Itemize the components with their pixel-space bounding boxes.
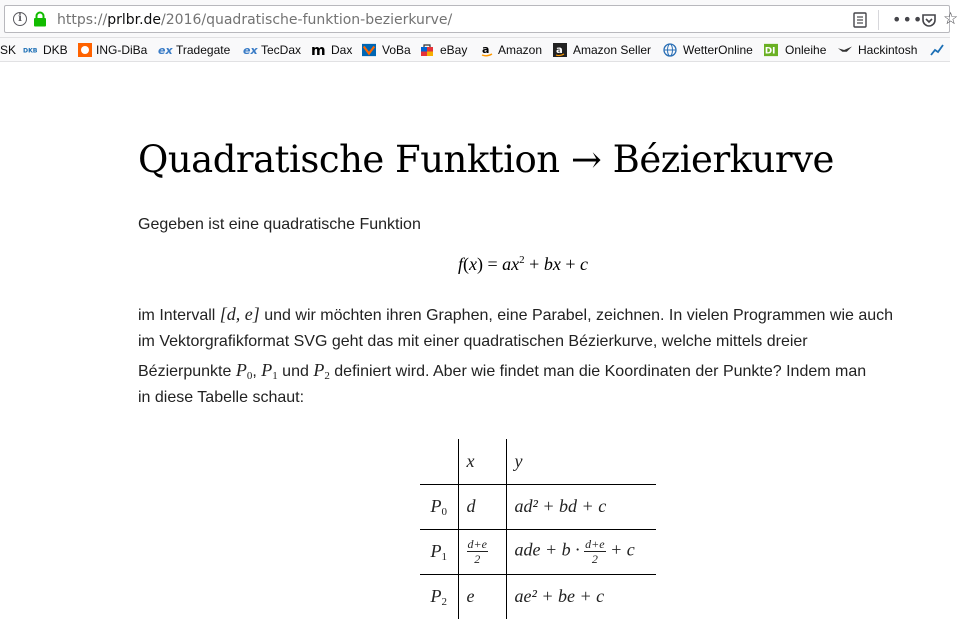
more-actions-icon[interactable]: ••• — [892, 10, 924, 29]
bookmark-label: Dax — [331, 43, 353, 57]
bookmark-label: Hackintosh — [858, 43, 918, 57]
x-cell — [458, 529, 506, 574]
x-cell: d — [458, 484, 506, 529]
lock-icon[interactable] — [33, 11, 47, 27]
m-icon — [311, 43, 325, 57]
bookmark-label: SK — [0, 43, 17, 57]
table-row — [420, 529, 656, 574]
bookmark-label: Onleihe — [785, 43, 827, 57]
text-segment: Bézierpunkte — [138, 363, 236, 380]
text-segment: und wir möchten ihren Graphen, eine Parabel, zeichnen. In vielen Programmen wie auch — [259, 307, 894, 324]
point-cell: $P_1$ — [420, 529, 458, 574]
toolbar — [0, 0, 958, 38]
bookmark-label: ING-DiBa — [96, 43, 148, 57]
svg-text:ex: ex — [243, 44, 258, 57]
globe-icon — [663, 43, 677, 57]
bookmark-star-icon[interactable]: ☆ — [943, 9, 958, 29]
amazon-seller-icon — [553, 43, 567, 57]
svg-text:DKB: DKB — [23, 47, 38, 55]
paragraph-line-2: im Vektorgrafikformat SVG geht das mit einer quadratischen Bézierkurve, welche mittels dreier — [138, 333, 808, 350]
url-text[interactable] — [57, 12, 452, 28]
point-p0-math: $P_0$ — [235, 360, 253, 382]
svg-text:ex: ex — [158, 44, 173, 57]
bookmark-label: TecDax — [261, 43, 302, 57]
eagle-icon — [838, 43, 852, 57]
point-p1-math: $P_1$ — [261, 360, 278, 382]
bookmark-label: WetterOnline — [683, 43, 753, 57]
point-cell: $P_0$ — [420, 484, 458, 529]
ex-icon — [158, 43, 172, 57]
page-title: Quadratische Funktion → Bézierkurve — [138, 138, 834, 181]
dkb-icon — [23, 43, 37, 57]
url-path: /2016/quadratische-funktion-bezierkurve/ — [161, 12, 453, 28]
y-cell: ade + b · $\frac{d+e}{2}$ + c — [506, 529, 656, 574]
bezier-points-table — [420, 439, 656, 619]
chart-icon — [930, 43, 944, 57]
url-host: prlbr.de — [107, 12, 162, 28]
svg-text:a: a — [556, 45, 563, 56]
bookmark-label: eBay — [440, 43, 468, 57]
fraction: $\frac{d+e}{2}$ — [585, 537, 605, 566]
table-row — [420, 484, 656, 529]
intro-paragraph: Gegeben ist eine quadratische Funktion — [138, 216, 421, 233]
pocket-icon[interactable] — [921, 12, 937, 28]
info-icon[interactable]: i — [13, 12, 27, 26]
header-cell-y: y — [514, 450, 523, 471]
point-cell: $P_2$ — [420, 574, 458, 619]
bookmark-label: VoBa — [382, 43, 411, 57]
bookmark-label: DKB — [43, 43, 68, 57]
text-segment: im Intervall — [138, 307, 220, 324]
interval-math: [d, e] — [219, 304, 260, 324]
svg-text:DI: DI — [764, 46, 776, 57]
paragraph-line-4: in diese Tabelle schaut: — [138, 389, 305, 406]
table-header-row — [420, 439, 656, 484]
paragraph-line-1 — [138, 300, 893, 330]
header-cell — [420, 439, 458, 484]
y-cell: ae² + be + c — [506, 574, 656, 619]
svg-text:a: a — [482, 43, 490, 56]
url-bar[interactable] — [4, 5, 958, 33]
onleihe-icon — [764, 43, 778, 57]
x-cell: e — [458, 574, 506, 619]
bookmarks-toolbar — [0, 38, 950, 62]
point-p2-math: $P_2$ — [313, 360, 330, 382]
amazon-icon — [480, 43, 494, 57]
svg-text:m: m — [311, 43, 326, 59]
url-scheme: https:// — [57, 12, 108, 28]
header-cell-x: x — [458, 439, 506, 484]
ebay-icon — [420, 43, 434, 57]
text-segment: und — [277, 363, 314, 380]
text-segment: , — [252, 363, 262, 380]
text-segment: definiert wird. Aber wie findet man die Koordinaten der Punkte? Indem man — [329, 363, 867, 380]
ing-icon — [78, 43, 92, 57]
bookmark-label: Amazon — [498, 43, 543, 57]
reader-view-icon[interactable] — [853, 12, 867, 28]
function-formula: $f(x) = ax^2$ + bx + c — [458, 254, 588, 274]
fraction: $\frac{d+e}{2}$ — [467, 537, 487, 566]
y-cell: ad² + bd + c — [506, 484, 656, 529]
bookmark-label: Amazon Seller — [573, 43, 652, 57]
table-row — [420, 574, 656, 619]
voba-icon — [362, 43, 376, 57]
toolbar-separator — [878, 10, 879, 30]
ex-icon — [243, 43, 257, 57]
bookmark-label: Tradegate — [176, 43, 231, 57]
